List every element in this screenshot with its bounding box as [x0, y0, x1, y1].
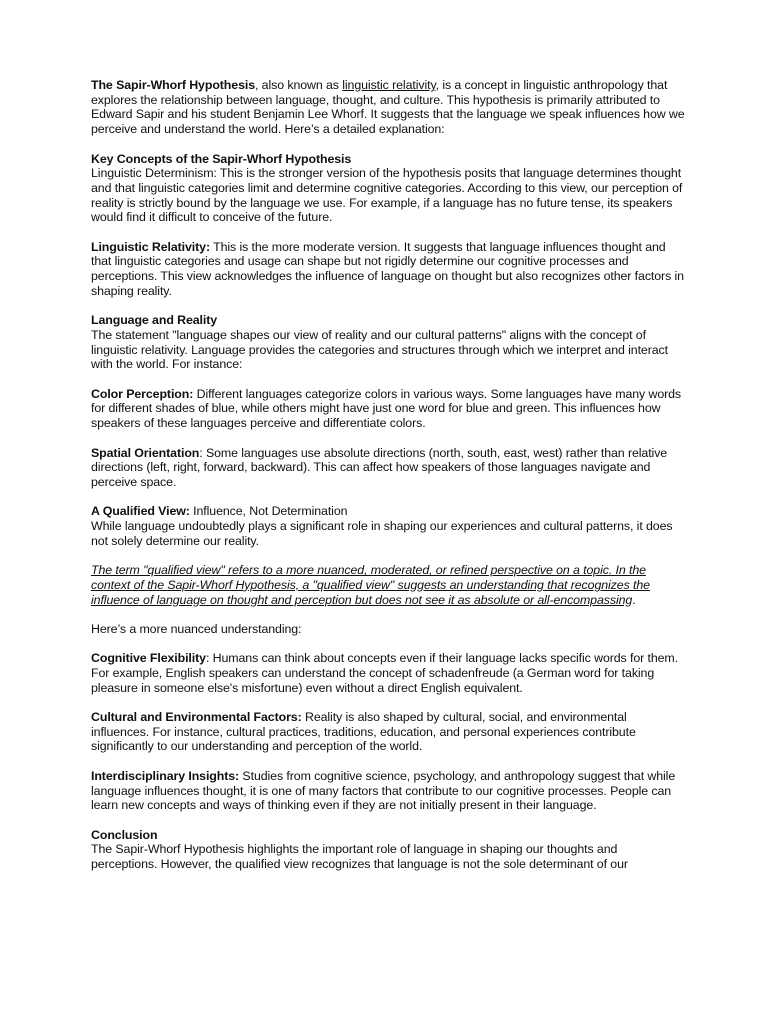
interdisciplinary-body: Studies from cognitive science, psychology, and anthropology suggest that while language influences thought, it is one of many factors that contribute to our cognitive processes. People can learn new concepts and ways of thinking even if they are not initially present in their language.: [91, 768, 676, 813]
linguistic-relativity-link[interactable]: linguistic relativity: [342, 78, 436, 92]
spatial-orientation-paragraph: [91, 446, 686, 490]
nuanced-intro-paragraph: [91, 622, 686, 637]
qualified-view-term: A Qualified View:: [91, 504, 190, 519]
qualified-view-section: [91, 504, 686, 548]
language-reality-body: The statement "language shapes our view of reality and our cultural patterns" aligns with the concept of linguistic relativity. Language provides the categories and structures through which we interpret and interact with the world. For instance:: [91, 327, 668, 372]
conclusion-body: The Sapir-Whorf Hypothesis highlights the important role of language in shaping our thoughts and perceptions. However, the qualified view recognizes that language is not the sole determinant of our: [91, 842, 628, 872]
interdisciplinary-term: Interdisciplinary Insights:: [91, 768, 240, 783]
linguistic-relativity-paragraph: [91, 240, 686, 299]
key-concepts-body: Linguistic Determinism: This is the stronger version of the hypothesis posits that language determines thought and that linguistic categories limit and determine cognitive categories. According to this view, our perception of reality is strictly bound by the language we use. For example, if a language has no future tense, its speakers would find it difficult to conceive of the future.: [91, 166, 683, 225]
conclusion-heading: Conclusion: [91, 827, 158, 842]
spatial-orientation-term: Spatial Orientation: [91, 445, 200, 460]
color-perception-paragraph: [91, 387, 686, 431]
language-reality-section: [91, 313, 686, 372]
cultural-factors-paragraph: [91, 710, 686, 754]
cultural-factors-body: Reality is also shaped by cultural, social, and environmental influences. For instance, cultural practices, traditions, education, and personal experiences contribute significantly to our understanding and perception of the world.: [91, 710, 636, 754]
intro-text-1: , also known as: [255, 78, 343, 92]
cultural-factors-term: Cultural and Environmental Factors:: [91, 710, 302, 725]
linguistic-relativity-term: Linguistic Relativity:: [91, 239, 210, 254]
language-reality-heading: Language and Reality: [91, 313, 218, 328]
intro-paragraph: [91, 78, 686, 137]
qualified-view-quote-end: .: [632, 592, 636, 607]
qualified-view-heading-rest: Influence, Not Determination: [189, 504, 348, 519]
cognitive-flexibility-paragraph: [91, 651, 686, 695]
key-concepts-heading: Key Concepts of the Sapir-Whorf Hypothesis: [91, 151, 352, 166]
intro-term: The Sapir-Whorf Hypothesis: [91, 78, 255, 92]
intro-text-2: , is a concept in linguistic anthropology that explores the relationship between language, thought, and culture. This hypothesis is primarily attributed to Edward Sapir and his student Benjamin Lee Whorf. It suggests that the language we speak influences how we perceive and understand the world. Here’s a detailed explanation:: [91, 78, 685, 137]
qualified-view-definition: [91, 563, 686, 607]
conclusion-section: [91, 828, 686, 872]
color-perception-term: Color Perception:: [91, 386, 194, 401]
nuanced-intro-text: Here’s a more nuanced understanding:: [91, 621, 302, 636]
qualified-view-quote: The term "qualified view" refers to a more nuanced, moderated, or refined perspective on a topic. In the context of the Sapir-Whorf Hypothesis, a "qualified view" suggests an understanding that recognizes the influence of language on thought and perception but does not see it as absolute or all-encompassing: [91, 563, 650, 607]
qualified-view-body: While language undoubtedly plays a significant role in shaping our experiences and cultural patterns, it does not solely determine our reality.: [91, 519, 673, 548]
key-concepts-section: [91, 152, 686, 226]
spatial-orientation-body: : Some languages use absolute directions (north, south, east, west) rather than relative directions (left, right, forward, backward). This can affect how speakers of those languages navigate and perceive space.: [91, 445, 668, 489]
cognitive-flexibility-body: : Humans can think about concepts even if their language lacks specific words for them. For example, English speakers can understand the concept of schadenfreude (a German word for taking pleasure in someone else's misfortune) even without a direct English equivalent.: [91, 651, 678, 695]
qualified-view-heading: [91, 504, 686, 519]
cognitive-flexibility-term: Cognitive Flexibility: [91, 651, 206, 666]
linguistic-relativity-body: This is the more moderate version. It suggests that language influences thought and that linguistic categories and usage can shape but not rigidly determine our cognitive processes and perceptions. This view acknowledges the influence of language on thought but also recognizes other factors in shaping reality.: [91, 239, 684, 298]
document-body: [91, 78, 686, 886]
interdisciplinary-paragraph: [91, 769, 686, 813]
color-perception-body: Different languages categorize colors in various ways. Some languages have many words for different shades of blue, while others might have just one word for blue and green. This influences how speakers of these languages perceive and differentiate colors.: [91, 386, 682, 431]
